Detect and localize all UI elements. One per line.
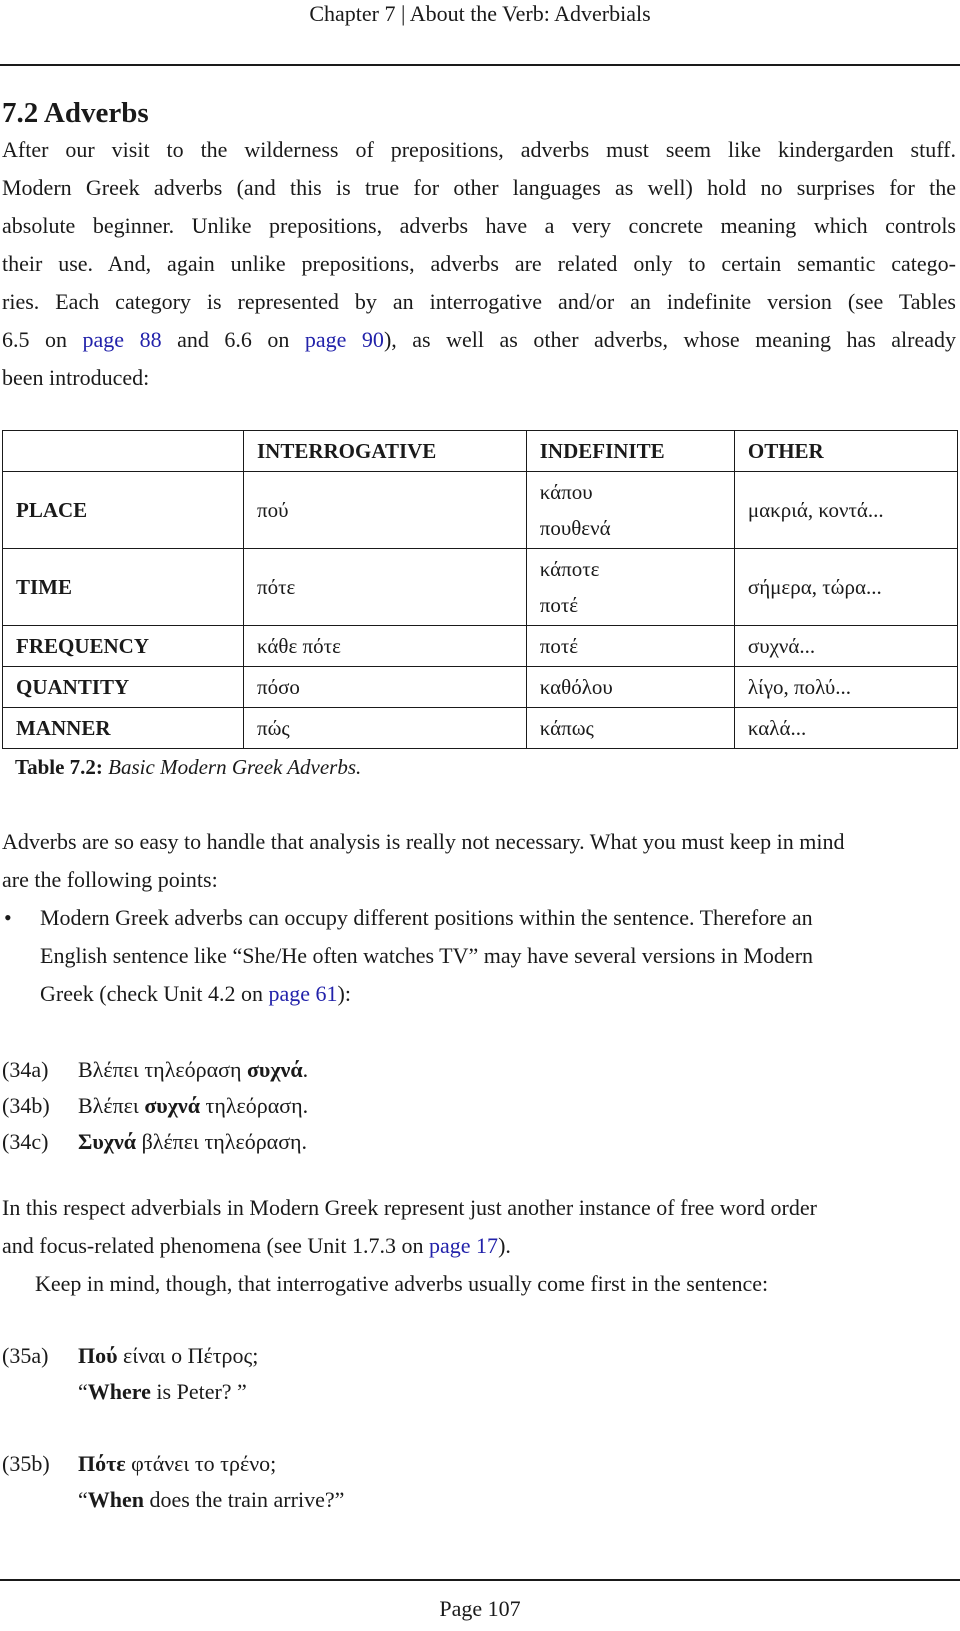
indefinite-cell: ποτέ: [526, 626, 734, 667]
text-fragment: and focus-related phenomena (see Unit 1.7.3 on: [2, 1233, 430, 1258]
indefinite-item: κάποτε: [539, 557, 600, 581]
example-number: (34b): [2, 1093, 50, 1118]
example-bold: συχνά: [144, 1093, 200, 1118]
translation-bold: When: [87, 1487, 145, 1512]
header-cell: [3, 431, 244, 472]
page-number: Page 107: [439, 1596, 521, 1621]
table-row: [3, 667, 958, 708]
row-label: MANNER: [3, 708, 244, 749]
other-cell: μακριά, κοντά...: [734, 472, 957, 549]
example-number: (35a): [2, 1343, 49, 1368]
row-label: QUANTITY: [3, 667, 244, 708]
quote-mark: “: [78, 1379, 88, 1404]
example-text: βλέπει τηλεόραση.: [136, 1129, 308, 1154]
text-line: Modern Greek adverbs can occupy different positions within the sentence. Therefore an: [40, 905, 813, 930]
text-line: [2, 1227, 956, 1265]
text-line: [2, 321, 956, 359]
indefinite-cell: καθόλου: [526, 667, 734, 708]
table-row: [3, 549, 958, 626]
indefinite-item: κάπου: [539, 480, 593, 504]
text-fragment: ).: [498, 1233, 511, 1258]
example-bold: Πού: [78, 1343, 118, 1368]
interrogative-cell: κάθε πότε: [244, 626, 527, 667]
example-number: (34c): [2, 1129, 49, 1154]
indefinite-item: πουθενά: [539, 516, 611, 540]
example-text: Βλέπει τηλεόραση: [78, 1057, 247, 1082]
header-cell: OTHER: [734, 431, 957, 472]
example-35a: [2, 1338, 258, 1410]
example-text: Βλέπει: [78, 1093, 145, 1118]
row-label: FREQUENCY: [3, 626, 244, 667]
example-text: .: [302, 1057, 309, 1082]
text-line: absolute beginner. Unlike prepositions, adverbs have a very concrete meaning which controls: [2, 213, 956, 238]
table-row: [3, 626, 958, 667]
text-line: Modern Greek adverbs (and this is true for other languages as well) hold no surprises for the: [2, 175, 956, 200]
row-label: TIME: [3, 549, 244, 626]
example-translation: [78, 1482, 344, 1518]
page-link[interactable]: page 88: [82, 327, 162, 352]
text-line: English sentence like “She/He often watches TV” may have several versions in Modern: [40, 943, 814, 968]
table-caption: [15, 755, 361, 780]
table-row: [3, 472, 958, 549]
text-line: After our visit to the wilderness of prepositions, adverbs must seem like kindergarden stuff.: [2, 137, 956, 162]
other-cell: συχνά...: [734, 626, 957, 667]
page-link[interactable]: page 17: [429, 1233, 499, 1258]
text-fragment: ), as well as other adverbs, whose meaning has already: [383, 327, 957, 352]
text-line: [40, 975, 956, 1013]
adverbs-table: [2, 430, 958, 749]
other-cell: λίγο, πολύ...: [734, 667, 957, 708]
indefinite-cell: [526, 472, 734, 549]
text-line: Keep in mind, though, that interrogative adverbs usually come first in the sentence:: [35, 1271, 769, 1296]
running-head: Chapter 7 | About the Verb: Adverbials: [309, 1, 651, 26]
example-34a: [2, 1052, 308, 1088]
table-row: [3, 708, 958, 749]
text-line: In this respect adverbials in Modern Greek represent just another instance of free word order: [2, 1195, 817, 1220]
example-number: (35b): [2, 1451, 50, 1476]
example-number: (34a): [2, 1057, 49, 1082]
interrogative-cell: πώς: [244, 708, 527, 749]
indefinite-item: ποτέ: [539, 593, 579, 617]
text-line: ries. Each category is represented by an interrogative and/or an indefinite version (see Tables: [2, 289, 956, 314]
text-fragment: 6.5 on: [2, 327, 83, 352]
text-line: Adverbs are so easy to handle that analysis is really not necessary. What you must keep in mind: [2, 829, 845, 854]
header-cell: INTERROGATIVE: [244, 431, 527, 472]
example-bold: συχνά: [246, 1057, 303, 1082]
translation-text: does the train arrive?”: [144, 1487, 345, 1512]
caption-label: Table 7.2:: [15, 755, 103, 779]
page-link[interactable]: page 90: [304, 327, 384, 352]
text-fragment: ):: [337, 981, 351, 1006]
example-translation: [78, 1374, 258, 1410]
header-cell: INDEFINITE: [526, 431, 734, 472]
indefinite-cell: κάπως: [526, 708, 734, 749]
page-link[interactable]: page 61: [268, 981, 338, 1006]
bullet-marker: •: [4, 905, 12, 930]
paragraph: [2, 1189, 956, 1303]
table-header-row: [3, 431, 958, 472]
translation-bold: Where: [87, 1379, 151, 1404]
example-34b: [2, 1088, 308, 1124]
text-fragment: and 6.6 on: [161, 327, 305, 352]
example-text: φτάνει το τρένο;: [125, 1451, 277, 1476]
interrogative-cell: πού: [244, 472, 527, 549]
other-cell: σήμερα, τώρα...: [734, 549, 957, 626]
example-text: τηλεόραση.: [200, 1093, 309, 1118]
row-label: PLACE: [3, 472, 244, 549]
translation-text: is Peter? ”: [150, 1379, 247, 1404]
example-35b: [2, 1446, 344, 1518]
indefinite-cell: [526, 549, 734, 626]
example-text: είναι ο Πέτρος;: [117, 1343, 259, 1368]
other-cell: καλά...: [734, 708, 957, 749]
interrogative-cell: πόσο: [244, 667, 527, 708]
caption-text: Basic Modern Greek Adverbs.: [102, 755, 362, 779]
example-34c: [2, 1124, 307, 1160]
interrogative-cell: πότε: [244, 549, 527, 626]
text-fragment: Greek (check Unit 4.2 on: [40, 981, 269, 1006]
paragraph: [2, 823, 956, 899]
quote-mark: “: [78, 1487, 88, 1512]
text-line: been introduced:: [2, 365, 150, 390]
example-bold: Πότε: [78, 1451, 126, 1476]
intro-paragraph: [2, 131, 956, 397]
example-bold: Συχνά: [78, 1129, 137, 1154]
footer-rule: [0, 1579, 960, 1581]
text-line: are the following points:: [2, 867, 218, 892]
bullet-item: [2, 899, 956, 1013]
header-rule: [0, 64, 960, 66]
section-title: 7.2 Adverbs: [2, 97, 149, 129]
text-line: their use. And, again unlike prepositions, adverbs are related only to certain semantic catego-: [2, 251, 956, 276]
